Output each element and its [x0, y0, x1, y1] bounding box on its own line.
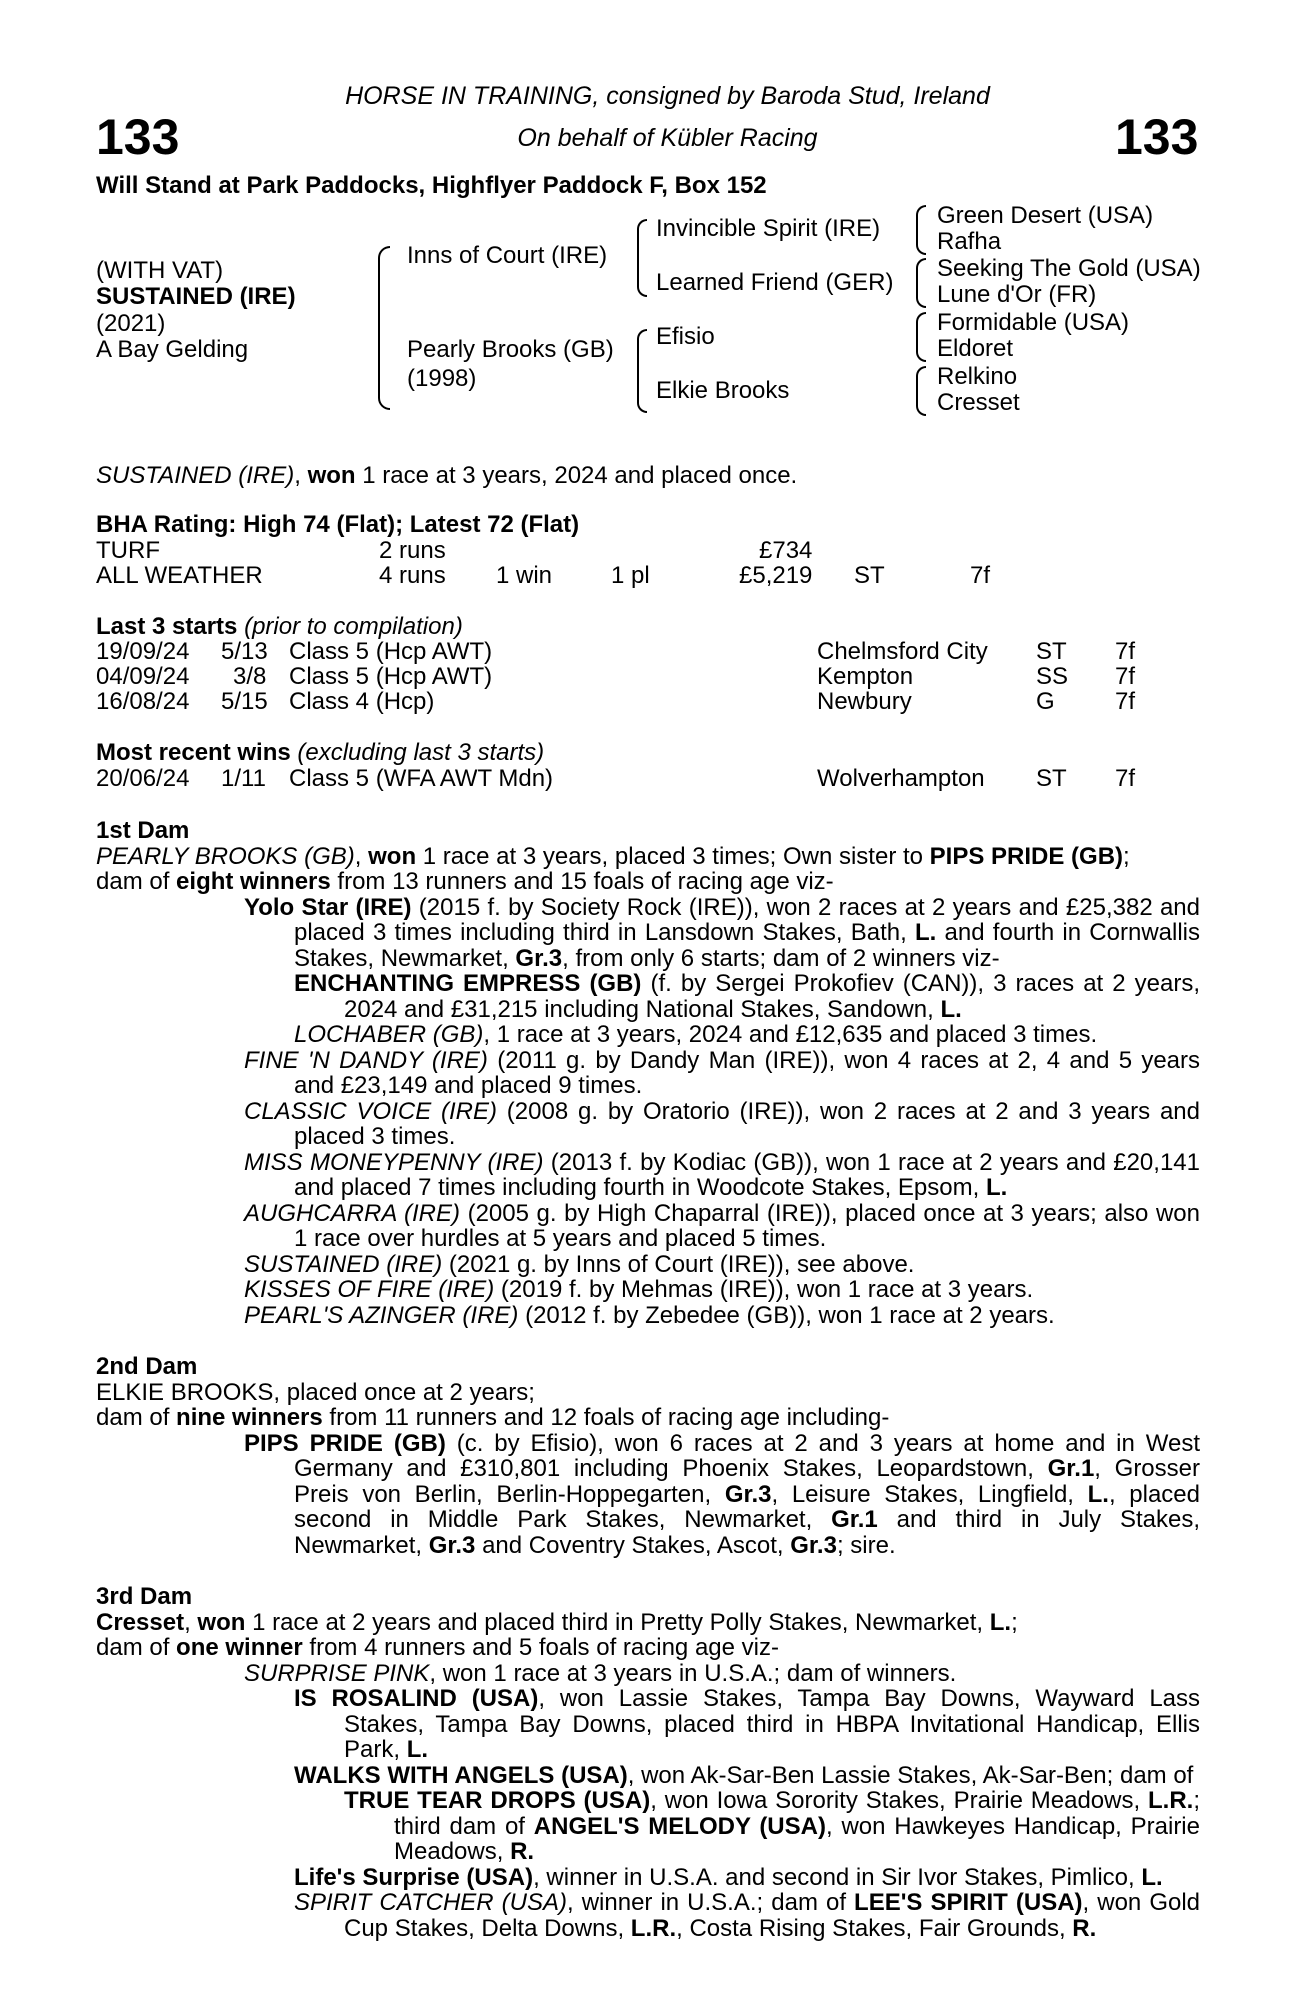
dam-dam: Elkie Brooks — [656, 377, 790, 404]
progeny-entry: Yolo Star (IRE) (2015 f. by Society Rock (IRE)), won 2 races at 2 years and £25,382 and placed 3 times including third in Lansdown Stakes, Bath, L. and fourth in Cornwallis Stakes, Newmarket, Gr.3, from only 6 starts; dam of 2 winners viz- — [244, 893, 1201, 972]
first-dam-produce: dam of eight winners from 13 runners and 15 foals of racing age viz- — [96, 868, 834, 895]
progeny-entry: AUGHCARRA (IRE) (2005 g. by High Chaparral (IRE)), placed once at 3 years; also won 1 race over hurdles at 5 years and placed 5 times. — [244, 1199, 1200, 1252]
progeny-entry: SURPRISE PINK, won 1 race at 3 years in U.S.A.; dam of winners. — [244, 1659, 957, 1687]
third-dam-produce: dam of one winner from 4 runners and 5 foals of racing age viz- — [96, 1634, 779, 1661]
start-row: 19/09/24 5/13 Class 5 (Hcp AWT) Chelmsford City ST 7f — [96, 638, 1136, 665]
rating-row — [96, 538, 1096, 563]
rating-going: ST — [854, 562, 885, 589]
rating-prize: £5,219 — [739, 562, 813, 589]
progeny-entry: TRUE TEAR DROPS (USA), won Iowa Sorority Stakes, Prairie Meadows, L.R.; third dam of ANGEL'S MELODY (USA), won Hawkeyes Handicap, Prairie Meadows, R. — [344, 1787, 1201, 1865]
dam-sections — [96, 818, 1200, 1941]
second-dam-intro: ELKIE BROOKS, placed once at 2 years; — [96, 1378, 535, 1406]
consignor-line: HORSE IN TRAINING, consigned by Baroda Stud, Ireland — [345, 82, 990, 110]
grandsire-3: Formidable (USA) — [937, 309, 1130, 336]
rating-runs: 2 runs — [379, 537, 446, 564]
progeny-entry: IS ROSALIND (USA), won Lassie Stakes, Tampa Bay Downs, Wayward Lass Stakes, Tampa Bay Downs, placed third in HBPA Invitational Handicap, Ellis Park, L. — [294, 1685, 1201, 1763]
brace-g3 — [916, 312, 926, 362]
rating-places: 1 pl — [611, 562, 650, 589]
first-dam-intro: PEARLY BROOKS (GB), won 1 race at 3 years, placed 3 times; Own sister to PIPS PRIDE (GB); — [96, 842, 1130, 870]
progeny-entry: KISSES OF FIRE (IRE) (2019 f. by Mehmas (IRE)), won 1 race at 3 years. — [244, 1276, 1034, 1303]
summary-won: won — [307, 462, 356, 489]
horse-description: A Bay Gelding — [96, 336, 249, 363]
recent-wins-title: Most recent wins (excluding last 3 starts) — [96, 739, 545, 766]
progeny-entry: PEARL'S AZINGER (IRE) (2012 f. by Zebedee (GB)), won 1 race at 2 years. — [244, 1301, 1055, 1329]
granddam-2: Lune d'Or (FR) — [937, 281, 1097, 308]
start-row: 16/08/24 5/15 Class 4 (Hcp) Newbury G 7f — [96, 688, 1136, 715]
summary-horse: SUSTAINED (IRE) — [96, 462, 295, 489]
dam: Pearly Brooks (GB) — [407, 336, 614, 363]
grandsire-2: Seeking The Gold (USA) — [937, 255, 1201, 282]
first-dam-heading: 1st Dam — [96, 817, 190, 844]
progeny-entry: FINE 'N DANDY (IRE) (2011 g. by Dandy Man (IRE)), won 4 races at 2, 4 and 5 years and £23,149 and placed 9 times. — [244, 1046, 1201, 1099]
sire-dam: Learned Friend (GER) — [656, 269, 894, 296]
grandsire-4: Relkino — [937, 363, 1018, 390]
sire-sire: Invincible Spirit (IRE) — [656, 215, 881, 242]
brace-g1 — [916, 205, 926, 255]
dam-sire: Efisio — [656, 323, 715, 350]
rating-surface: ALL WEATHER — [96, 562, 263, 589]
dam-year: (1998) — [407, 365, 477, 392]
start-row: 04/09/24 3/8 Class 5 (Hcp AWT) Kempton SS 7f — [96, 663, 1136, 690]
progeny-entry: MISS MONEYPENNY (IRE) (2013 f. by Kodiac (GB)), won 1 race at 2 years and £20,141 and placed 7 times including fourth in Woodcote Stakes, Epsom, L. — [244, 1148, 1200, 1201]
progeny-entry: LOCHABER (GB), 1 race at 3 years, 2024 and £12,635 and placed 3 times. — [294, 1021, 1098, 1048]
win-row: 20/06/24 1/11 Class 5 (WFA AWT Mdn) Wolverhampton ST 7f — [96, 765, 1136, 792]
horse-year: (2021) — [96, 310, 166, 337]
lot-number-right: 133 — [1115, 109, 1199, 165]
rating-distance: 7f — [970, 562, 991, 589]
race-summary: SUSTAINED (IRE), won 1 race at 3 years, 2024 and placed once. — [96, 462, 798, 489]
sire: Inns of Court (IRE) — [407, 242, 608, 269]
bha-rating-title: BHA Rating: High 74 (Flat); Latest 72 (Flat) — [96, 511, 580, 538]
progeny-entry: SPIRIT CATCHER (USA), winner in U.S.A.; dam of LEE'S SPIRIT (USA), won Gold Cup Stakes, Delta Downs, L.R., Costa Rising Stakes, Fair Grounds, R. — [294, 1889, 1201, 1942]
summary-text: 1 race at 3 years, 2024 and placed once. — [355, 462, 798, 489]
progeny-entry: SUSTAINED (IRE) (2021 g. by Inns of Court (IRE)), see above. — [244, 1250, 915, 1278]
last-starts-title: Last 3 starts (prior to compilation) — [96, 613, 463, 640]
granddam-1: Rafha — [937, 228, 1002, 255]
vat-note: (WITH VAT) — [96, 257, 224, 284]
brace-sire — [637, 219, 647, 297]
progeny-entry: PIPS PRIDE (GB) (c. by Efisio), won 6 races at 2 and 3 years at home and in West Germany and £310,801 including Phoenix Stakes, Leopardstown, Gr.1, Grosser Preis von Berlin, Berlin-Hoppegarten, Gr.3, Leisure Stakes, Lingfield, L., placed second in Middle Park Stakes, Newmarket, Gr.1 and third in July Stakes, Newmarket, Gr.3 and Coventry Stakes, Ascot, Gr.3; sire. — [244, 1429, 1200, 1559]
grandsire-1: Green Desert (USA) — [937, 202, 1154, 229]
third-dam-intro: Cresset, won 1 race at 2 years and placed third in Pretty Polly Stakes, Newmarket, L.; — [96, 1608, 1018, 1636]
rating-runs: 4 runs — [379, 562, 446, 589]
third-dam-heading: 3rd Dam — [96, 1583, 193, 1610]
brace-dam — [637, 329, 647, 413]
stand-location: Will Stand at Park Paddocks, Highflyer Paddock F, Box 152 — [96, 172, 767, 199]
rating-row — [96, 563, 1096, 588]
granddam-4: Cresset — [937, 389, 1020, 416]
vendor-line: On behalf of Kübler Racing — [517, 124, 818, 152]
rating-prize: £734 — [759, 537, 813, 564]
brace-g2 — [916, 258, 926, 308]
granddam-3: Eldoret — [937, 335, 1014, 362]
progeny-entry: Life's Surprise (USA), winner in U.S.A. and second in Sir Ivor Stakes, Pimlico, L. — [294, 1863, 1163, 1891]
brace-g4 — [916, 366, 926, 416]
progeny-entry: WALKS WITH ANGELS (USA), won Ak-Sar-Ben Lassie Stakes, Ak-Sar-Ben; dam of — [294, 1761, 1194, 1789]
second-dam-heading: 2nd Dam — [96, 1353, 198, 1380]
rating-wins: 1 win — [496, 562, 553, 589]
second-dam-produce: dam of nine winners from 11 runners and 12 foals of racing age including- — [96, 1404, 890, 1431]
brace-horse — [378, 246, 390, 410]
progeny-entry: CLASSIC VOICE (IRE) (2008 g. by Oratorio (IRE)), won 2 races at 2 and 3 years and placed 3 times. — [244, 1097, 1200, 1150]
rating-surface: TURF — [96, 537, 160, 564]
horse-name: SUSTAINED (IRE) — [96, 283, 296, 310]
progeny-entry: ENCHANTING EMPRESS (GB) (f. by Sergei Prokofiev (CAN)), 3 races at 2 years, 2024 and £31,215 including National Stakes, Sandown, L. — [294, 970, 1201, 1023]
lot-number-left: 133 — [96, 109, 180, 165]
